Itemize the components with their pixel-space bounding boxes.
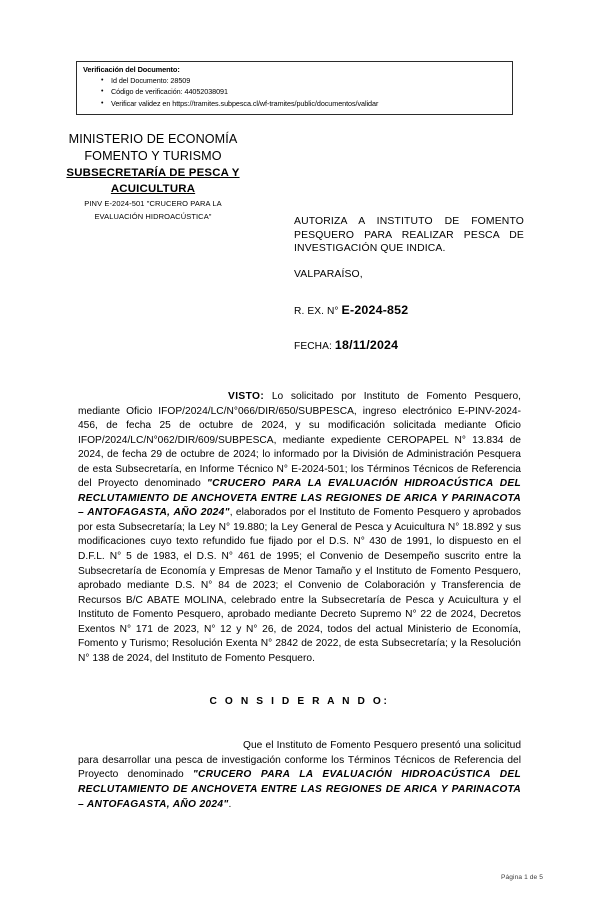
considerando-project-title: "CRUCERO PARA LA EVALUACIÓN HIDROACÚSTICA DEL RECLUTAMIENTO DE ANCHOVETA ENTRE LAS REGIONES DE ARICA Y PARINACOTA – ANTOFAGASTA, AÑO 2024" bbox=[78, 769, 521, 810]
date-label: FECHA: bbox=[294, 341, 332, 353]
date-value: 18/11/2024 bbox=[334, 338, 399, 353]
organization-header bbox=[22, 131, 284, 222]
verification-item-text: Código de verificación: 44052038091 bbox=[111, 87, 228, 97]
verification-item-document-id bbox=[101, 75, 512, 86]
visto-text-part-1: Lo solicitado por Instituto de Fomento Pesquero, mediante Oficio IFOP/2024/LC/N°066/DIR/650/SUBPESCA, ingreso electrónico E-PINV-2024-456, de fecha 25 de octubre de 2024, y su modificación solicitada mediante Oficio IFOP/2024/LC/N°062/DIR/609/SUBPESCA, mediante expediente CEROPAPEL N° 13.834 de 2024, de fecha 29 de octubre de 2024; lo informado por la División de Administración Pesquera de esta Subsecretaría, en Informe Técnico N° E-2024-501; los Términos Técnicos de Referencia del Proyecto denominado bbox=[78, 391, 521, 490]
subsecretariat-line-2: ACUICULTURA bbox=[110, 183, 196, 195]
visto-text-part-2: , elaborados por el Instituto de Fomento Pesquero y aprobados por esta Subsecretaría; la Ley N° 19.880; la Ley General de Pesca y Acuicultura N° 18.892 y sus modificaciones cuyo texto refundido fue fijado por el D.S. N° 430 de 1991, lo dispuesto en el D.F.L. N° 5 de 1983, el D.S. N° 461 de 1995; el Convenio de Desempeño suscrito entre la Subsecretaría de Economía y Empresas de Menor Tamaño y el Instituto de Fomento Pesquero, aprobado mediante D.S. N° 84 de 2023; el Convenio de Colaboración y Transferencia de Recursos B/C ABATE MOLINA, celebrado entre la Subsecretaría de Pesca y Acuicultura y el Instituto de Fomento Pesquero, aprobado mediante Decreto Supremo N° 22 de 2024, Decretos Exentos N° 171 de 2023, N° 12 y N° 26, de 2024, todos del actual Ministerio de Economía, Fomento y Turismo; Resolución Exenta N° 2842 de 2022, de esta Subsecretaría; y la Resolución N° 138 de 2024, del Instituto de Fomento Pesquero. bbox=[78, 507, 521, 664]
ministry-line-1: MINISTERIO DE ECONOMÍA bbox=[68, 132, 238, 146]
page-number: Página 1 de 5 bbox=[501, 874, 543, 881]
bullet-icon: • bbox=[101, 77, 104, 84]
resolution-title-block bbox=[294, 215, 524, 354]
verification-item-text: Id del Documento: 28509 bbox=[111, 76, 191, 85]
bullet-icon: • bbox=[101, 88, 104, 96]
verification-item-code bbox=[101, 86, 512, 97]
considerando-text-part-2: . bbox=[228, 798, 232, 810]
visto-project-title: "CRUCERO PARA LA EVALUACIÓN HIDROACÚSTICA DEL RECLUTAMIENTO DE ANCHOVETA ENTRE LAS REGIONES DE ARICA Y PARINACOTA – ANTOFAGASTA, AÑO 2024" bbox=[78, 478, 521, 519]
subsecretariat-line-1: SUBSECRETARÍA DE PESCA Y bbox=[66, 167, 240, 179]
bullet-icon: • bbox=[101, 99, 104, 107]
document-subject: AUTORIZA A INSTITUTO DE FOMENTO PESQUERO PARA REALIZAR PESCA DE INVESTIGACIÓN QUE INDICA. bbox=[294, 216, 524, 255]
visto-paragraph bbox=[78, 390, 521, 666]
resolution-number-line bbox=[294, 303, 524, 319]
document-body bbox=[78, 390, 521, 812]
project-reference-line-2: EVALUACIÓN HIDROACÚSTICA" bbox=[94, 211, 212, 221]
resolution-label: R. EX. N° bbox=[294, 306, 339, 318]
project-reference-line-1: PINV E-2024-501 "CRUCERO PARA LA bbox=[84, 199, 222, 208]
date-line bbox=[294, 338, 524, 354]
ministry-line-2: FOMENTO Y TURISMO bbox=[84, 149, 222, 163]
verification-item-url bbox=[101, 98, 512, 109]
considerando-text-part-1: Que el Instituto de Fomento Pesquero presentó una solicitud para desarrollar una pesca de investigación conforme los Términos Técnicos de Referencia del Proyecto denominado bbox=[78, 740, 521, 781]
considerando-paragraph bbox=[78, 739, 521, 812]
resolution-number: E-2024-852 bbox=[341, 303, 409, 318]
verification-list bbox=[83, 75, 512, 109]
visto-label: VISTO: bbox=[228, 391, 265, 402]
verification-item-text: Verificar validez en https://tramites.subpesca.cl/wf-tramites/public/documentos/validar bbox=[111, 98, 379, 108]
verification-title: Verificación del Documento: bbox=[83, 65, 180, 74]
considerando-heading: C O N S I D E R A N D O: bbox=[209, 696, 390, 708]
city-line: VALPARAÍSO, bbox=[294, 268, 363, 280]
document-verification-box bbox=[76, 61, 513, 115]
